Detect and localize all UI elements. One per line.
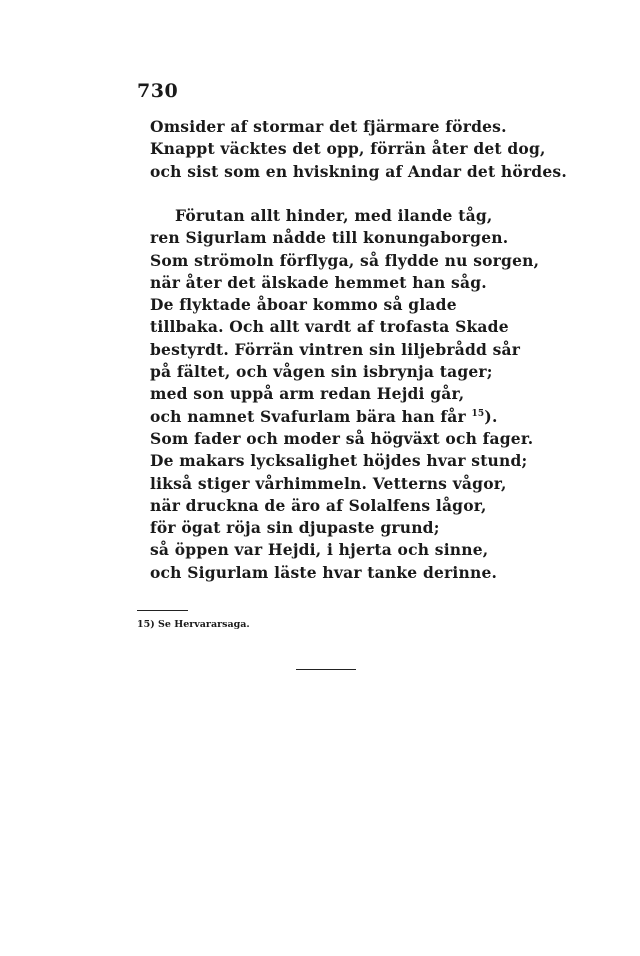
poem-line: De makars lycksalighet höjdes hvar stund; — [150, 451, 528, 471]
stanza-2 — [150, 205, 539, 584]
poem-line-with-footnote — [150, 406, 539, 428]
poem-line: Som strömoln förflyga, så flydde nu sorgen, — [150, 250, 540, 270]
poem-line: likså stiger vårhimmeln. Vetterns vågor, — [150, 473, 507, 493]
poem-line: med son uppå arm redan Hejdi går, — [150, 384, 465, 404]
poem-line: för ögat röja sin djupaste grund; — [150, 518, 440, 538]
end-divider — [296, 669, 356, 670]
poem-line: så öppen var Hejdi, i hjerta och sinne, — [150, 540, 489, 560]
poem-line: och Sigurlam läste hvar tanke derinne. — [150, 562, 498, 582]
poem-line: De flyktade åboar kommo så glade — [150, 295, 457, 315]
poem-line: Som fader och moder så högväxt och fager. — [150, 428, 534, 448]
page-number: 730 — [137, 80, 179, 102]
footnote: 15) Se Hervararsaga. — [137, 619, 250, 630]
poem-line: tillbaka. Och allt vardt af trofasta Skade — [150, 317, 509, 337]
poem-line: när åter det älskade hemmet han såg. — [150, 272, 487, 292]
poem-line: ren Sigurlam nådde till konungaborgen. — [150, 228, 509, 248]
poem-line: på fältet, och vågen sin isbrynja tager; — [150, 362, 493, 382]
footnote-divider — [137, 610, 188, 611]
poem-line: när druckna de äro af Solalfens lågor, — [150, 495, 487, 515]
poem-line: bestyrdt. Förrän vintren sin liljebrådd sår — [150, 339, 521, 359]
poem-line: Omsider af stormar det fjärmare fördes. — [150, 117, 507, 136]
stanza-1 — [150, 116, 567, 183]
footnote-marker: 15 — [471, 408, 485, 419]
poem-line: Förutan allt hinder, med ilande tåg, — [175, 206, 493, 225]
poem-line-text: och namnet Svafurlam bära han får — [150, 406, 466, 426]
poem-line: Knappt väcktes det opp, förrän åter det dog, — [150, 139, 546, 159]
poem-line: och sist som en hviskning af Andar det hördes. — [150, 161, 567, 181]
footnote-marker-suffix: ). — [484, 406, 498, 426]
